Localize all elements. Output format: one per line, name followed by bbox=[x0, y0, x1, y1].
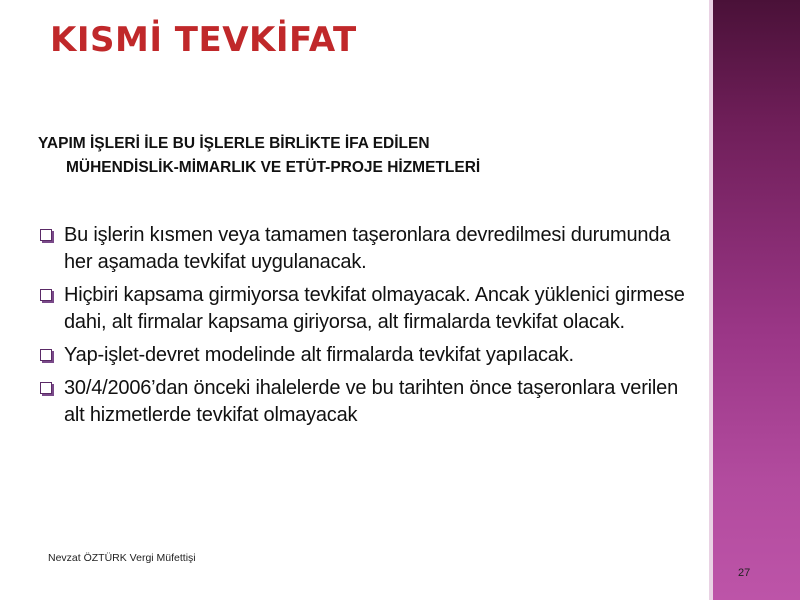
square-bullet-icon bbox=[40, 382, 52, 394]
square-bullet-icon bbox=[40, 349, 52, 361]
bullet-text: Hiçbiri kapsama girmiyorsa tevkifat olmayacak. Ancak yüklenici girmese dahi, alt firmalar kapsama giriyorsa, alt firmalarda tevkifat olacak. bbox=[64, 284, 685, 333]
subtitle-line-1: YAPIM İŞLERİ İLE BU İŞLERLE BİRLİKTE İFA EDİLEN bbox=[38, 135, 430, 152]
decorative-sidebar bbox=[713, 0, 800, 600]
bullet-item bbox=[38, 282, 688, 336]
bullet-item bbox=[38, 222, 688, 276]
square-bullet-icon bbox=[40, 289, 52, 301]
bullet-text: 30/4/2006’dan önceki ihalelerde ve bu tarihten önce taşeronlara verilen alt hizmetlerde tevkifat olmayacak bbox=[64, 377, 679, 426]
slide-title: KISMİ TEVKİFAT bbox=[50, 20, 357, 60]
bullet-item bbox=[38, 375, 688, 429]
bullet-list bbox=[38, 222, 688, 435]
subtitle-line-2: MÜHENDİSLİK-MİMARLIK VE ETÜT-PROJE HİZMETLERİ bbox=[66, 159, 481, 176]
square-bullet-icon bbox=[40, 229, 52, 241]
bullet-text: Yap-işlet-devret modelinde alt firmalarda tevkifat yapılacak. bbox=[64, 344, 574, 366]
bullet-item bbox=[38, 342, 688, 369]
bullet-text: Bu işlerin kısmen veya tamamen taşeronlara devredilmesi durumunda her aşamada tevkifat uygulanacak. bbox=[64, 224, 671, 273]
footer-author: Nevzat ÖZTÜRK Vergi Müfettişi bbox=[48, 552, 196, 564]
page-number: 27 bbox=[738, 567, 751, 579]
slide-subtitle bbox=[38, 132, 678, 180]
